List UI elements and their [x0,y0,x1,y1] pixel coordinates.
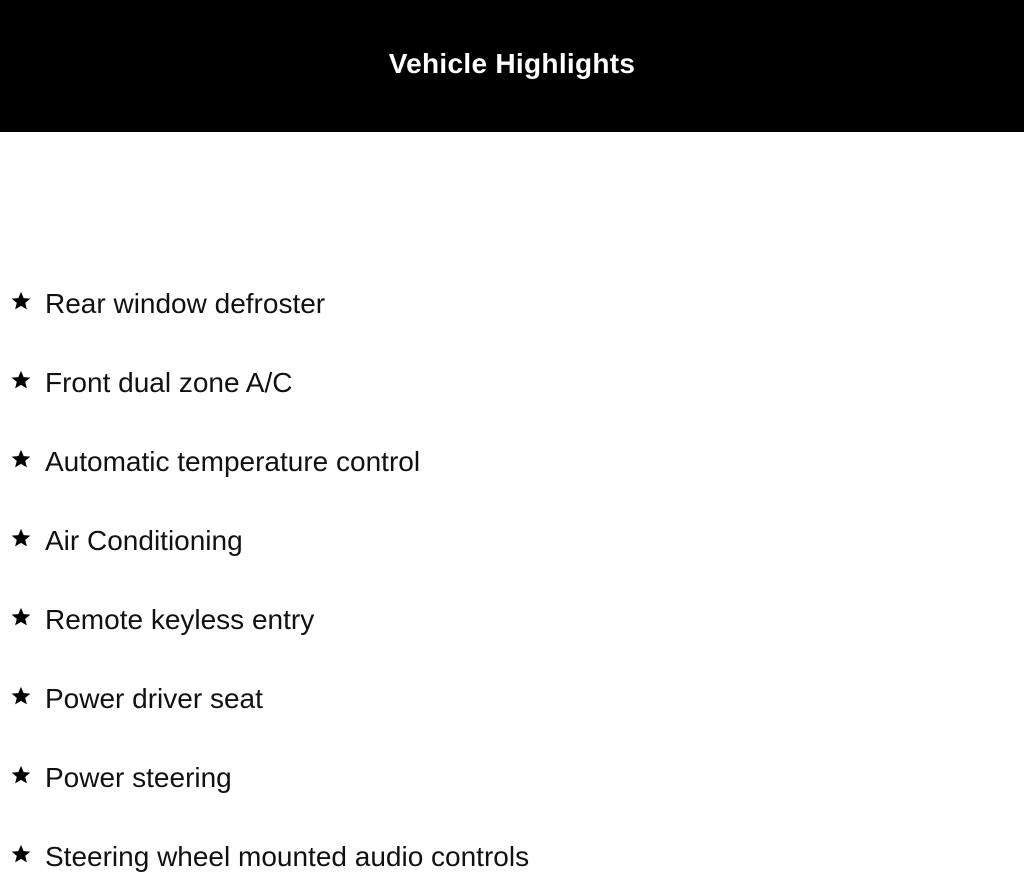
list-item-label: Power driver seat [45,683,263,714]
page-title: Vehicle Highlights [388,48,636,79]
list-item-label: Rear window defroster [45,288,326,319]
star-icon [10,606,32,628]
list-item-label: Remote keyless entry [45,604,315,635]
list-item-label: Automatic temperature control [45,446,421,477]
star-icon [10,843,32,865]
star-icon [10,369,32,391]
header-bar [0,0,1024,132]
star-icon [10,685,32,707]
star-icon [10,290,32,312]
list-item-label: Front dual zone A/C [45,367,293,398]
list-item-label: Steering wheel mounted audio controls [45,841,530,872]
star-icon [10,527,32,549]
star-icon [10,764,32,786]
star-icon [10,448,32,470]
list-item-label: Air Conditioning [45,525,243,556]
list-item-label: Power steering [45,762,232,793]
